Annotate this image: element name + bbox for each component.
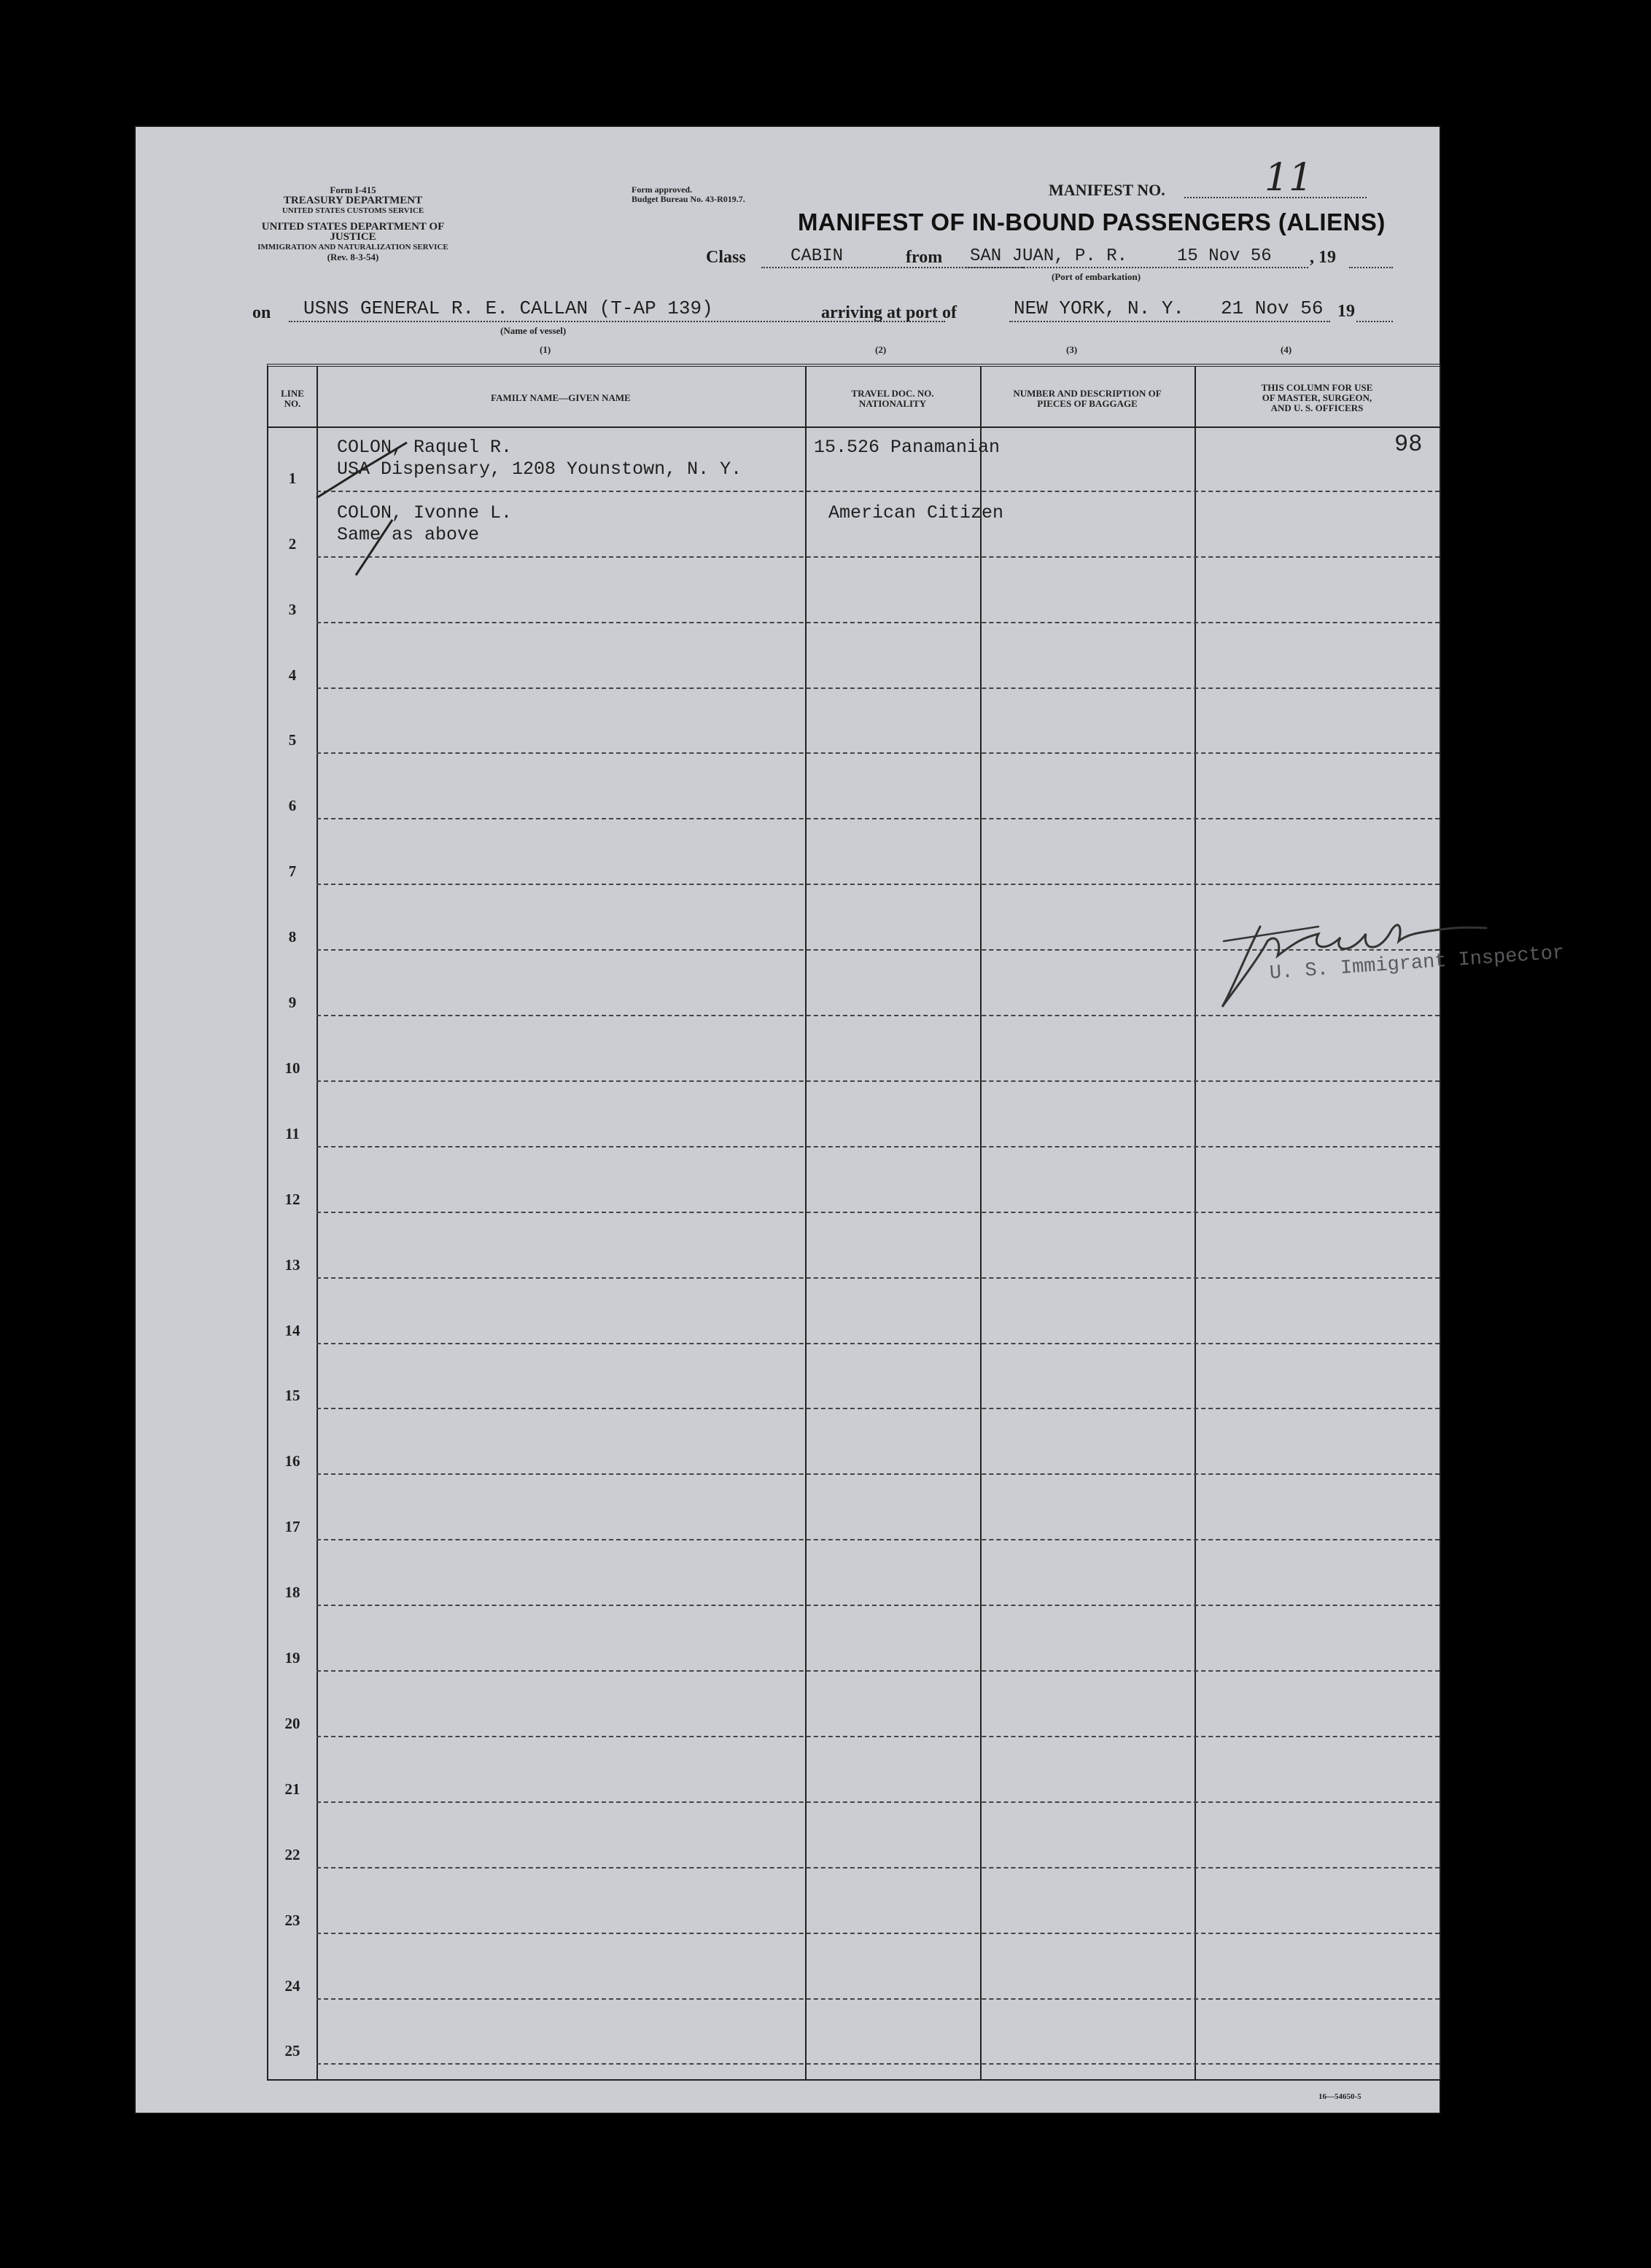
row-line-number: 11 bbox=[285, 1124, 300, 1142]
row-line-number: 14 bbox=[284, 1321, 300, 1339]
row-line-number: 21 bbox=[284, 1780, 300, 1798]
arrival-year-line bbox=[1356, 321, 1393, 322]
header-doc-2: NATIONALITY bbox=[858, 398, 927, 409]
row-line-number: 8 bbox=[288, 928, 297, 946]
on-label: on bbox=[252, 303, 271, 322]
table-row bbox=[268, 1344, 1440, 1410]
row-line-number: 18 bbox=[284, 1583, 300, 1602]
manifest-sheet bbox=[134, 125, 1566, 2114]
vessel-name: USNS GENERAL R. E. CALLAN (T-AP 139) bbox=[303, 297, 713, 319]
table-row bbox=[268, 1606, 1440, 1672]
officer-notation: 98 bbox=[1394, 431, 1423, 458]
row-line-number: 12 bbox=[284, 1190, 300, 1208]
revision-label: (Rev. 8-3-54) bbox=[327, 252, 379, 262]
class-label: Class bbox=[706, 248, 746, 267]
header-officers bbox=[1194, 383, 1440, 413]
header-officers-2: OF MASTER, SURGEON, bbox=[1262, 392, 1372, 403]
row-line-number: 16 bbox=[284, 1452, 300, 1470]
manifest-no-value: 11 bbox=[1265, 156, 1313, 200]
arrival-line bbox=[1009, 321, 1330, 322]
footer-code: 16—54650-5 bbox=[1318, 2092, 1361, 2101]
row-line-number: 6 bbox=[288, 797, 297, 815]
ins-label: IMMIGRATION AND NATURALIZATION SERVICE bbox=[257, 243, 448, 252]
passenger-name: COLON, Ivonne L. bbox=[337, 502, 513, 523]
header-name: FAMILY NAME—GIVEN NAME bbox=[491, 392, 631, 403]
header-line-no-2: NO. bbox=[284, 398, 301, 409]
row-line-number: 24 bbox=[284, 1976, 300, 1995]
from-date: 15 Nov 56 bbox=[1177, 246, 1272, 266]
from-label: from bbox=[906, 248, 943, 267]
form-approved: Form approved. bbox=[632, 184, 693, 195]
row-line-number: 13 bbox=[284, 1255, 300, 1274]
row-line-number: 15 bbox=[284, 1387, 300, 1405]
column-number-3: (3) bbox=[1066, 344, 1078, 355]
column-number-4: (4) bbox=[1281, 344, 1292, 355]
header-line-no bbox=[268, 389, 316, 409]
from-year: , 19 bbox=[1310, 248, 1336, 267]
table-row bbox=[268, 2000, 1440, 2065]
table-row bbox=[268, 492, 1440, 558]
manifest-no-label: MANIFEST NO. bbox=[1049, 181, 1165, 199]
table-row bbox=[268, 1803, 1440, 1868]
travel-doc-nationality: American Citizen bbox=[828, 502, 1004, 523]
table-row bbox=[268, 1868, 1440, 1934]
arriving-label: arriving at port of bbox=[821, 303, 957, 322]
column-number-1: (1) bbox=[540, 344, 551, 355]
table-row bbox=[268, 819, 1440, 885]
agency-block bbox=[244, 185, 462, 262]
header-officers-1: THIS COLUMN FOR USE bbox=[1261, 382, 1373, 393]
header-baggage bbox=[980, 389, 1194, 409]
table-row bbox=[268, 623, 1440, 689]
row-line-number: 23 bbox=[284, 1911, 300, 1929]
row-rule bbox=[316, 2063, 1440, 2065]
vessel-caption: (Name of vessel) bbox=[500, 325, 567, 336]
approval-block bbox=[632, 185, 745, 204]
row-line-number: 5 bbox=[288, 731, 297, 749]
justice-label: UNITED STATES DEPARTMENT OF JUSTICE bbox=[261, 221, 445, 243]
table-row bbox=[268, 426, 1440, 492]
arrival-date: 21 Nov 56 bbox=[1221, 297, 1324, 319]
table-row bbox=[268, 1737, 1440, 1803]
from-line bbox=[966, 267, 1308, 268]
row-line-number: 19 bbox=[284, 1649, 300, 1667]
passenger-table bbox=[267, 364, 1566, 2081]
table-row bbox=[268, 1475, 1440, 1540]
table-row bbox=[268, 1016, 1440, 1082]
row-line-number: 2 bbox=[288, 534, 297, 553]
arrival-port: NEW YORK, N. Y. bbox=[1014, 297, 1185, 319]
passenger-address: Same as above bbox=[337, 523, 480, 545]
from-year-line bbox=[1349, 267, 1393, 268]
page-title: MANIFEST OF IN-BOUND PASSENGERS (ALIENS) bbox=[798, 209, 1386, 235]
row-line-number: 3 bbox=[288, 600, 297, 618]
row-line-number: 22 bbox=[284, 1845, 300, 1863]
from-port: SAN JUAN, P. R. bbox=[970, 246, 1128, 266]
row-line-number: 25 bbox=[284, 2042, 300, 2060]
table-row bbox=[268, 755, 1440, 820]
header-doc bbox=[805, 389, 980, 409]
travel-doc-nationality: 15.526 Panamanian bbox=[814, 437, 1001, 458]
passenger-address: USA Dispensary, 1208 Younstown, N. Y. bbox=[337, 459, 742, 480]
row-line-number: 10 bbox=[284, 1059, 300, 1077]
row-line-number: 1 bbox=[288, 469, 297, 487]
row-line-number: 20 bbox=[284, 1714, 300, 1732]
header-baggage-2: PIECES OF BAGGAGE bbox=[1037, 398, 1138, 409]
form-number: Form I-415 bbox=[330, 184, 376, 195]
treasury-label: TREASURY DEPARTMENT bbox=[283, 195, 423, 206]
row-line-number: 4 bbox=[288, 666, 297, 684]
table-row bbox=[268, 1213, 1440, 1279]
row-line-number: 17 bbox=[284, 1518, 300, 1536]
row-line-number: 7 bbox=[288, 862, 297, 881]
header-line-no-1: LINE bbox=[281, 388, 304, 399]
budget-bureau: Budget Bureau No. 43-R019.7. bbox=[632, 194, 745, 204]
passenger-name: COLON, Raquel R. bbox=[337, 437, 513, 458]
row-line-number: 9 bbox=[288, 994, 297, 1012]
table-row bbox=[268, 1672, 1440, 1737]
header-doc-1: TRAVEL DOC. NO. bbox=[851, 388, 934, 399]
header-officers-3: AND U. S. OFFICERS bbox=[1270, 402, 1364, 413]
table-row bbox=[268, 1147, 1440, 1213]
table-row bbox=[268, 1082, 1440, 1147]
header-baggage-1: NUMBER AND DESCRIPTION OF bbox=[1013, 388, 1162, 399]
inspector-stamp: U. S. Immigrant Inspector bbox=[1269, 942, 1566, 985]
table-row bbox=[268, 1934, 1440, 2000]
arrival-year: 19 bbox=[1337, 302, 1355, 321]
class-value: CABIN bbox=[790, 246, 844, 266]
table-row bbox=[268, 1279, 1440, 1344]
customs-label: UNITED STATES CUSTOMS SERVICE bbox=[281, 206, 424, 215]
port-embarkation-caption: (Port of embarkation) bbox=[1052, 271, 1141, 282]
table-row bbox=[268, 1410, 1440, 1476]
column-number-2: (2) bbox=[875, 344, 887, 355]
check-mark bbox=[312, 440, 414, 578]
table-row bbox=[268, 1540, 1440, 1606]
table-row bbox=[268, 558, 1440, 623]
table-row bbox=[268, 689, 1440, 755]
